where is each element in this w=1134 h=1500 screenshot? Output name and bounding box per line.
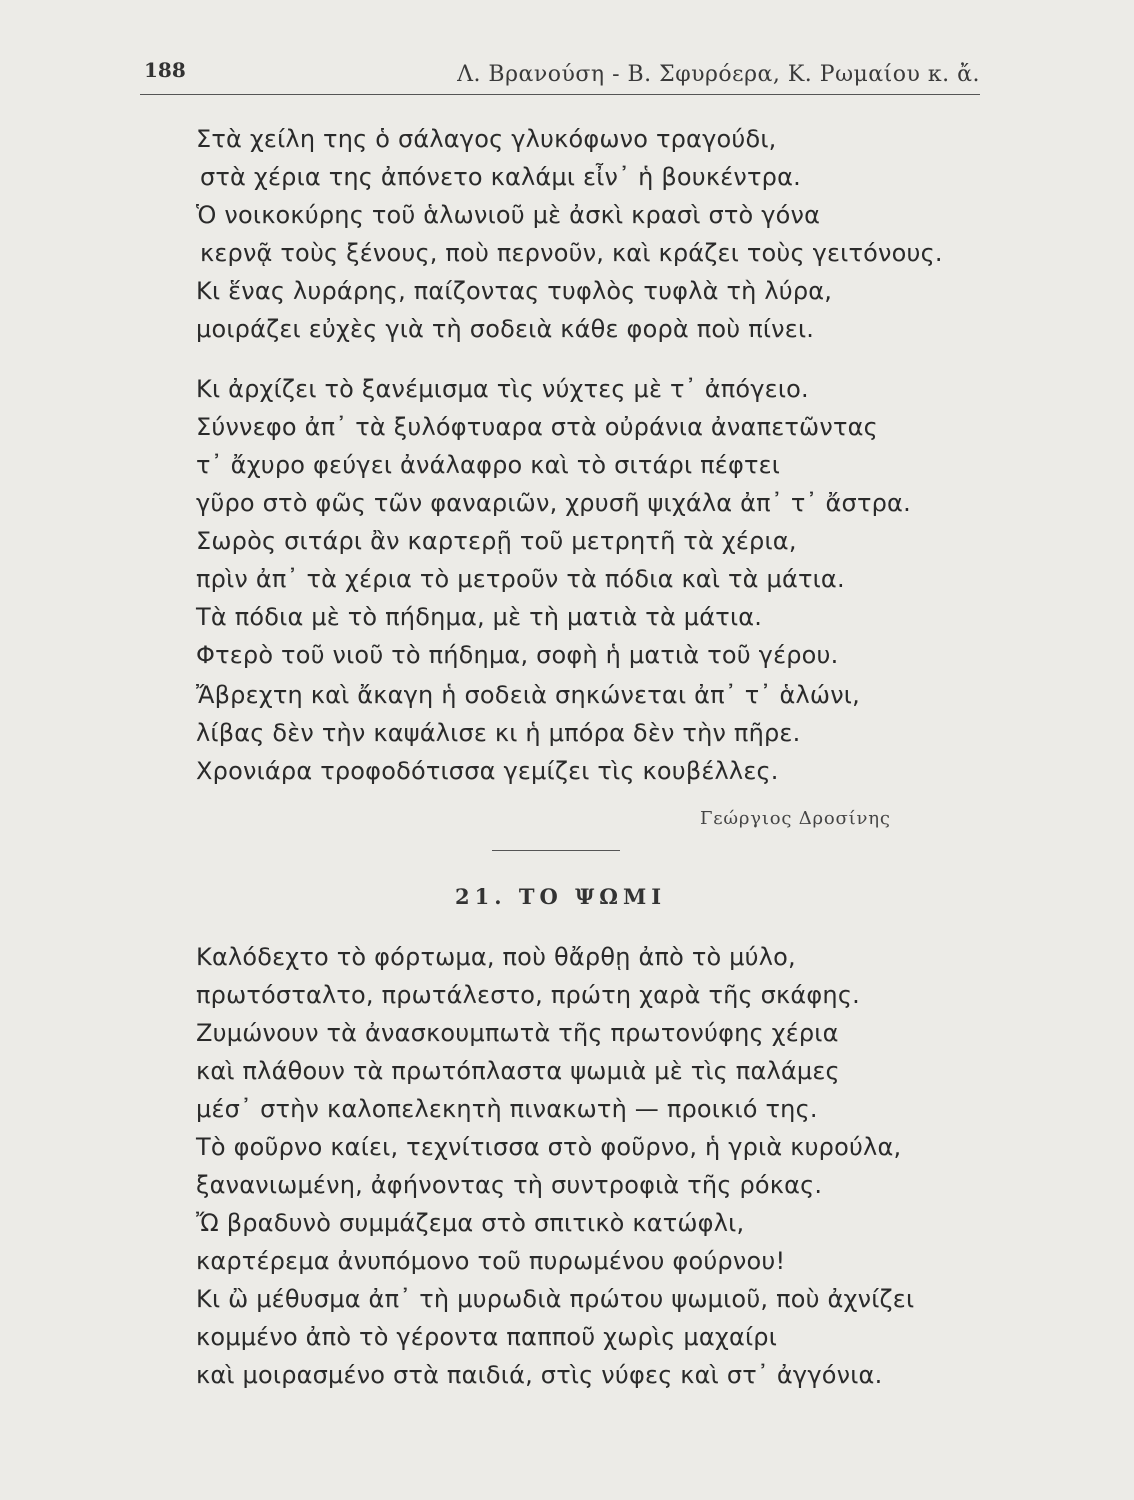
poem-line: Καλόδεχτο τὸ φόρτωμα, ποὺ θἄρθῃ ἀπὸ τὸ μύλο,	[196, 943, 796, 971]
page-number: 188	[144, 58, 186, 82]
poem2-stanza-1	[196, 938, 901, 1204]
poem1-stanza-1	[196, 120, 943, 348]
poem-line: πρωτόσταλτο, πρωτάλεστο, πρώτη χαρὰ τῆς σκάφης.	[196, 981, 860, 1009]
poem2-stanza-2	[196, 1204, 914, 1394]
page-header	[140, 50, 980, 96]
poem-line: Φτερὸ τοῦ νιοῦ τὸ πήδημα, σοφὴ ἡ ματιὰ τοῦ γέρου.	[196, 641, 839, 669]
header-rule	[140, 94, 980, 95]
poem-line: καρτέρεμα ἀνυπόμονο τοῦ πυρωμένου φούρνου!	[196, 1247, 786, 1275]
poem-line: τ᾿ ἄχυρο φεύγει ἀνάλαφρο καὶ τὸ σιτάρι πέφτει	[196, 451, 781, 479]
poem1-stanza-3	[196, 676, 860, 790]
poem-line: Κι ἕνας λυράρης, παίζοντας τυφλὸς τυφλὰ τὴ λύρα,	[196, 277, 833, 305]
poem-line: Τὰ πόδια μὲ τὸ πήδημα, μὲ τὴ ματιὰ τὰ μάτια.	[196, 603, 763, 631]
poem-line: πρὶν ἀπ᾿ τὰ χέρια τὸ μετροῦν τὰ πόδια καὶ τὰ μάτια.	[196, 565, 845, 593]
poem-line: Σωρὸς σιτάρι ἂν καρτερῇ τοῦ μετρητῆ τὰ χέρια,	[196, 527, 797, 555]
poem-line: καὶ πλάθουν τὰ πρωτόπλαστα ψωμιὰ μὲ τὶς παλάμες	[196, 1057, 840, 1085]
poem-line: Στὰ χείλη της ὁ σάλαγος γλυκόφωνο τραγούδι,	[196, 125, 777, 153]
poem-line: στὰ χέρια της ἀπόνετο καλάμι εἶν᾿ ἡ βουκέντρα.	[200, 163, 801, 191]
poem-line: Κι ἀρχίζει τὸ ξανέμισμα τὶς νύχτες μὲ τ᾿ ἀπόγειο.	[196, 375, 809, 403]
poem1-stanza-2	[196, 370, 911, 674]
section-divider	[492, 850, 620, 851]
poem-line: Σύννεφο ἀπ᾿ τὰ ξυλόφτυαρα στὰ οὐράνια ἀναπετῶντας	[196, 413, 878, 441]
poem-line: Ἄβρεχτη καὶ ἄκαγη ἡ σοδειὰ σηκώνεται ἀπ᾿ τ᾿ ἁλώνι,	[196, 681, 860, 709]
poem-author: Γεώργιος Δροσίνης	[700, 808, 891, 829]
poem-line: Τὸ φοῦρνο καίει, τεχνίτισσα στὸ φοῦρνο, ἡ γριὰ κυρούλα,	[196, 1133, 902, 1161]
poem-line: κερνᾷ τοὺς ξένους, ποὺ περνοῦν, καὶ κράζει τοὺς γειτόνους.	[200, 239, 943, 267]
running-title: Λ. Βρανούση - Β. Σφυρόερα, Κ. Ρωμαίου κ. ἄ.	[457, 62, 980, 87]
poem-line: ξανανιωμένη, ἀφήνοντας τὴ συντροφιὰ τῆς ρόκας.	[196, 1171, 823, 1199]
poem-line: μέσ᾿ στὴν καλοπελεκητὴ πινακωτὴ — προικιό της.	[196, 1095, 818, 1123]
poem-line: Ὤ βραδυνὸ συμμάζεμα στὸ σπιτικὸ κατώφλι,	[196, 1209, 745, 1237]
poem-line: Ζυμώνουν τὰ ἀνασκουμπωτὰ τῆς πρωτονύφης χέρια	[196, 1019, 839, 1047]
poem-line: Χρονιάρα τροφοδότισσα γεμίζει τὶς κουβέλλες.	[196, 757, 779, 785]
poem-title: 21. ΤΟ ΨΩΜΙ	[455, 884, 667, 909]
poem-line: Ὁ νοικοκύρης τοῦ ἁλωνιοῦ μὲ ἀσκὶ κρασὶ στὸ γόνα	[196, 201, 821, 229]
poem-line: λίβας δὲν τὴν καψάλισε κι ἡ μπόρα δὲν τὴν πῆρε.	[196, 719, 801, 747]
poem-line: γῦρο στὸ φῶς τῶν φαναριῶν, χρυσῆ ψιχάλα ἀπ᾿ τ᾿ ἄστρα.	[196, 489, 911, 517]
poem-line: κομμένο ἀπὸ τὸ γέροντα παπποῦ χωρὶς μαχαίρι	[196, 1323, 778, 1351]
poem-line: μοιράζει εὐχὲς γιὰ τὴ σοδειὰ κάθε φορὰ ποὺ πίνει.	[196, 315, 815, 343]
poem-line: Κι ὢ μέθυσμα ἀπ᾿ τὴ μυρωδιὰ πρώτου ψωμιοῦ, ποὺ ἀχνίζει	[196, 1285, 915, 1313]
poem-line: καὶ μοιρασμένο στὰ παιδιά, στὶς νύφες καὶ στ᾿ ἀγγόνια.	[196, 1361, 883, 1389]
